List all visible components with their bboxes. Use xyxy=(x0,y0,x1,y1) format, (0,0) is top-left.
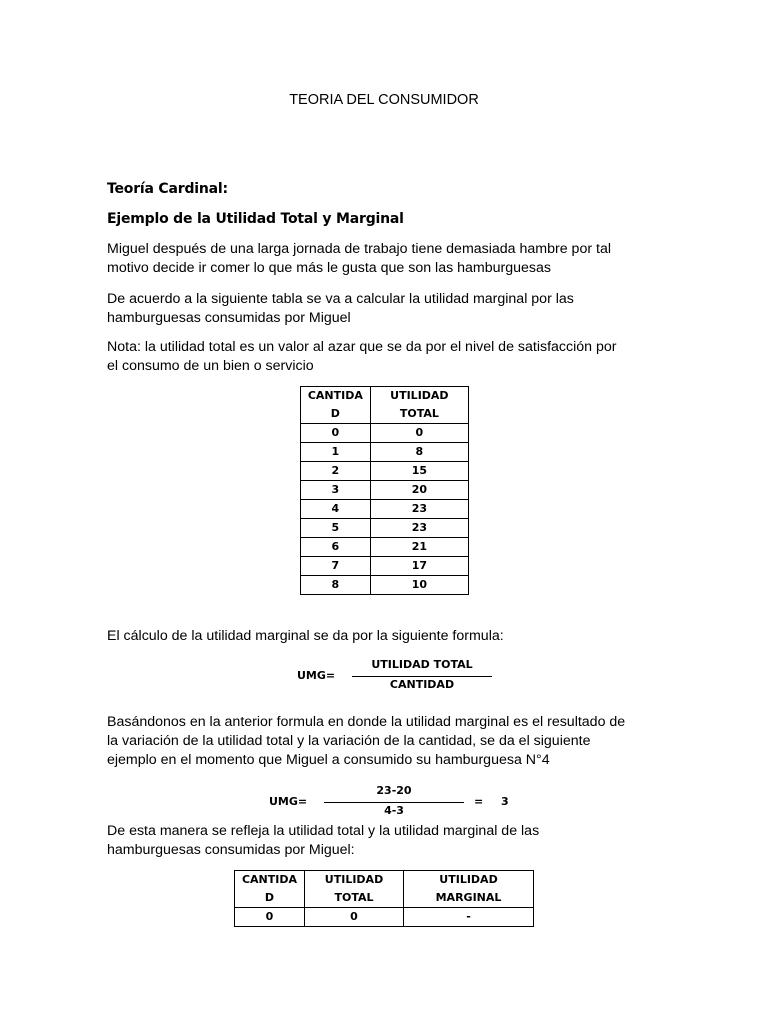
paragraph-line: Basándonos en la anterior formula en donde la utilidad marginal es el resultado de xyxy=(107,714,626,730)
header-cell-utilidad-total: UTILIDAD TOTAL xyxy=(305,871,404,908)
paragraph-line: motivo decide ir comer lo que más le gusta que son las hamburguesas xyxy=(107,260,551,276)
formula2-numerator: 23-20 xyxy=(376,784,412,797)
header-cell-utilidad-marginal: UTILIDAD MARGINAL xyxy=(404,871,534,908)
header-cell-cantidad: CANTIDA D xyxy=(301,387,371,424)
formula1-numerator: UTILIDAD TOTAL xyxy=(371,658,473,671)
fraction-bar xyxy=(324,802,464,803)
table-row: 5 23 xyxy=(301,519,469,538)
formula1-lhs: UMG= xyxy=(297,669,336,682)
paragraph-explanation xyxy=(107,713,667,770)
table-row: 0 0 - xyxy=(235,908,534,927)
paragraph-line: De esta manera se refleja la utilidad total y la utilidad marginal de las xyxy=(107,823,540,839)
paragraph-line: ejemplo en el momento que Miguel a consumido su hamburguesa N°4 xyxy=(107,752,550,768)
paragraph-line: la variación de la utilidad total y la variación de la cantidad, se da el siguiente xyxy=(107,733,591,749)
table-row: 4 23 xyxy=(301,500,469,519)
paragraph-table-intro xyxy=(107,290,667,328)
page-title: TEORIA DEL CONSUMIDOR xyxy=(289,92,479,108)
table-header-row xyxy=(235,871,534,908)
formula2-denominator: 4-3 xyxy=(384,804,404,817)
table-row: 6 21 xyxy=(301,538,469,557)
utility-table xyxy=(300,386,469,595)
section-heading-cardinal: Teoría Cardinal: xyxy=(107,181,228,197)
paragraph-line: hamburguesas consumidas por Miguel xyxy=(107,310,351,326)
table-header-row xyxy=(301,387,469,424)
table-row: 7 17 xyxy=(301,557,469,576)
table-row: 1 8 xyxy=(301,443,469,462)
table-row: 2 15 xyxy=(301,462,469,481)
paragraph-line: Nota: la utilidad total es un valor al azar que se da por el nivel de satisfacción por xyxy=(107,339,617,355)
section-heading-example: Ejemplo de la Utilidad Total y Marginal xyxy=(107,211,404,227)
table-row: 0 0 xyxy=(301,424,469,443)
marginal-utility-table xyxy=(234,870,534,927)
header-cell-utilidad-total: UTILIDAD TOTAL xyxy=(370,387,468,424)
formula2-result: 3 xyxy=(501,795,509,808)
formula1-denominator: CANTIDAD xyxy=(389,678,455,691)
table-row: 8 10 xyxy=(301,576,469,595)
table-row: 3 20 xyxy=(301,481,469,500)
fraction-bar xyxy=(352,676,492,677)
header-cell-cantidad: CANTIDA D xyxy=(235,871,305,908)
paragraph-line: De acuerdo a la siguiente tabla se va a calcular la utilidad marginal por las xyxy=(107,291,574,307)
paragraph-line: el consumo de un bien o servicio xyxy=(107,358,314,374)
paragraph-intro xyxy=(107,240,667,278)
paragraph-note xyxy=(107,338,667,376)
paragraph-line: Miguel después de una larga jornada de trabajo tiene demasiada hambre por tal xyxy=(107,241,611,257)
paragraph-line: hamburguesas consumidas por Miguel: xyxy=(107,842,355,858)
paragraph-conclusion xyxy=(107,822,667,860)
paragraph-formula-intro: El cálculo de la utilidad marginal se da por la siguiente formula: xyxy=(107,628,504,644)
formula2-lhs: UMG= xyxy=(269,795,308,808)
formula2-equals: = xyxy=(474,795,484,808)
